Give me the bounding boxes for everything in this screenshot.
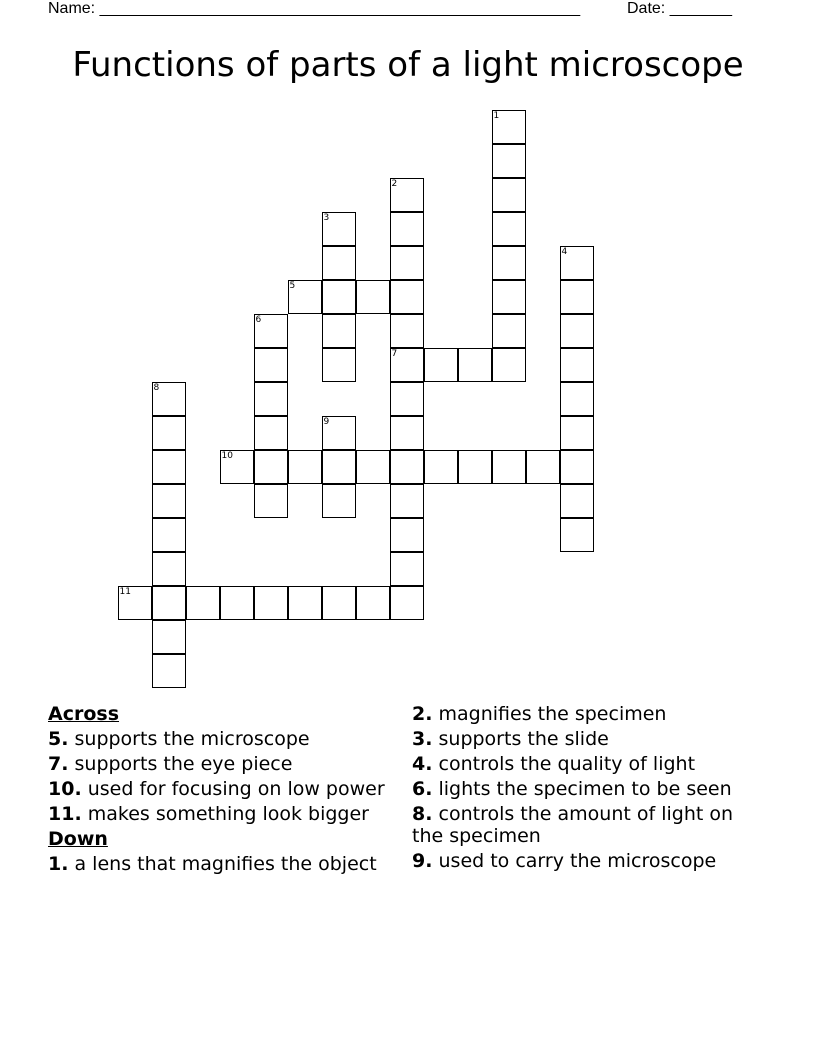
across-heading: Across (48, 703, 120, 725)
grid-cell[interactable] (560, 348, 594, 382)
clue-number-label: 9 (323, 416, 330, 427)
grid-cell[interactable] (254, 450, 288, 484)
clue-number-label: 1 (493, 110, 500, 121)
grid-cell[interactable] (492, 280, 526, 314)
grid-cell[interactable] (322, 348, 356, 382)
grid-cell[interactable] (390, 280, 424, 314)
grid-cell[interactable] (526, 450, 560, 484)
clue-number-label: 5 (289, 280, 296, 291)
grid-cell[interactable] (254, 586, 288, 620)
grid-cell[interactable] (390, 246, 424, 280)
grid-cell[interactable] (492, 246, 526, 280)
grid-cell[interactable] (322, 450, 356, 484)
clue-number-label: 7 (391, 348, 398, 359)
clues-right-column (412, 703, 752, 875)
grid-cell[interactable] (152, 552, 186, 586)
name-line[interactable]: Name: ______________________________________________________ (48, 0, 581, 17)
grid-cell[interactable] (492, 450, 526, 484)
grid-cell[interactable] (322, 280, 356, 314)
clue-down-6: 6. lights the specimen to be seen (412, 778, 732, 800)
grid-cell[interactable] (390, 552, 424, 586)
clue-across-10: 10. used for focusing on low power (48, 778, 385, 800)
grid-cell[interactable] (458, 450, 492, 484)
grid-cell[interactable] (560, 416, 594, 450)
grid-cell[interactable] (492, 178, 526, 212)
down-heading: Down (48, 828, 108, 850)
grid-cell[interactable] (560, 484, 594, 518)
clue-down-9: 9. used to carry the microscope (412, 850, 717, 872)
clue-down-3: 3. supports the slide (412, 728, 609, 750)
clue-number-label: 11 (119, 586, 131, 597)
grid-cell[interactable] (458, 348, 492, 382)
grid-cell[interactable] (492, 314, 526, 348)
grid-cell[interactable] (322, 246, 356, 280)
grid-cell[interactable] (424, 450, 458, 484)
clue-number-label: 2 (391, 178, 398, 189)
grid-cell[interactable] (390, 450, 424, 484)
grid-cell[interactable] (390, 518, 424, 552)
date-line[interactable]: Date: _______ (627, 0, 732, 17)
clue-number-label: 10 (221, 450, 233, 461)
grid-cell[interactable] (424, 348, 458, 382)
grid-cell[interactable] (254, 382, 288, 416)
grid-cell[interactable] (356, 586, 390, 620)
grid-cell[interactable] (560, 450, 594, 484)
clue-down-1: 1. a lens that magnifies the object (48, 853, 377, 875)
clue-across-5: 5. supports the microscope (48, 728, 310, 750)
grid-cell[interactable] (152, 654, 186, 688)
grid-cell[interactable] (220, 586, 254, 620)
clue-number-label: 8 (153, 382, 160, 393)
grid-cell[interactable] (390, 416, 424, 450)
grid-cell[interactable] (492, 348, 526, 382)
grid-cell[interactable] (356, 450, 390, 484)
grid-cell[interactable] (560, 280, 594, 314)
grid-cell[interactable] (152, 518, 186, 552)
grid-cell[interactable] (322, 586, 356, 620)
clue-number-label: 4 (561, 246, 568, 257)
grid-cell[interactable] (390, 382, 424, 416)
grid-cell[interactable] (186, 586, 220, 620)
clue-down-8: 8. controls the amount of light on the specimen (412, 803, 734, 847)
grid-cell[interactable] (356, 280, 390, 314)
page-title: Functions of parts of a light microscope (72, 45, 744, 85)
grid-cell[interactable] (322, 484, 356, 518)
clue-down-4: 4. controls the quality of light (412, 753, 696, 775)
grid-cell[interactable] (322, 314, 356, 348)
clue-across-7: 7. supports the eye piece (48, 753, 293, 775)
grid-cell[interactable] (152, 450, 186, 484)
grid-cell[interactable] (152, 620, 186, 654)
grid-cell[interactable] (560, 382, 594, 416)
clues-left-column (48, 703, 398, 878)
clue-down-2: 2. magnifies the specimen (412, 703, 667, 725)
grid-cell[interactable] (254, 348, 288, 382)
grid-cell[interactable] (390, 586, 424, 620)
grid-cell[interactable] (560, 518, 594, 552)
grid-cell[interactable] (390, 484, 424, 518)
grid-cell[interactable] (560, 314, 594, 348)
grid-cell[interactable] (390, 212, 424, 246)
grid-cell[interactable] (390, 314, 424, 348)
grid-cell[interactable] (152, 416, 186, 450)
clue-number-label: 6 (255, 314, 262, 325)
grid-cell[interactable] (288, 450, 322, 484)
grid-cell[interactable] (152, 484, 186, 518)
grid-cell[interactable] (492, 212, 526, 246)
grid-cell[interactable] (152, 586, 186, 620)
grid-cell[interactable] (492, 144, 526, 178)
clue-number-label: 3 (323, 212, 330, 223)
grid-cell[interactable] (288, 586, 322, 620)
clue-across-11: 11. makes something look bigger (48, 803, 369, 825)
grid-cell[interactable] (254, 416, 288, 450)
grid-cell[interactable] (254, 484, 288, 518)
